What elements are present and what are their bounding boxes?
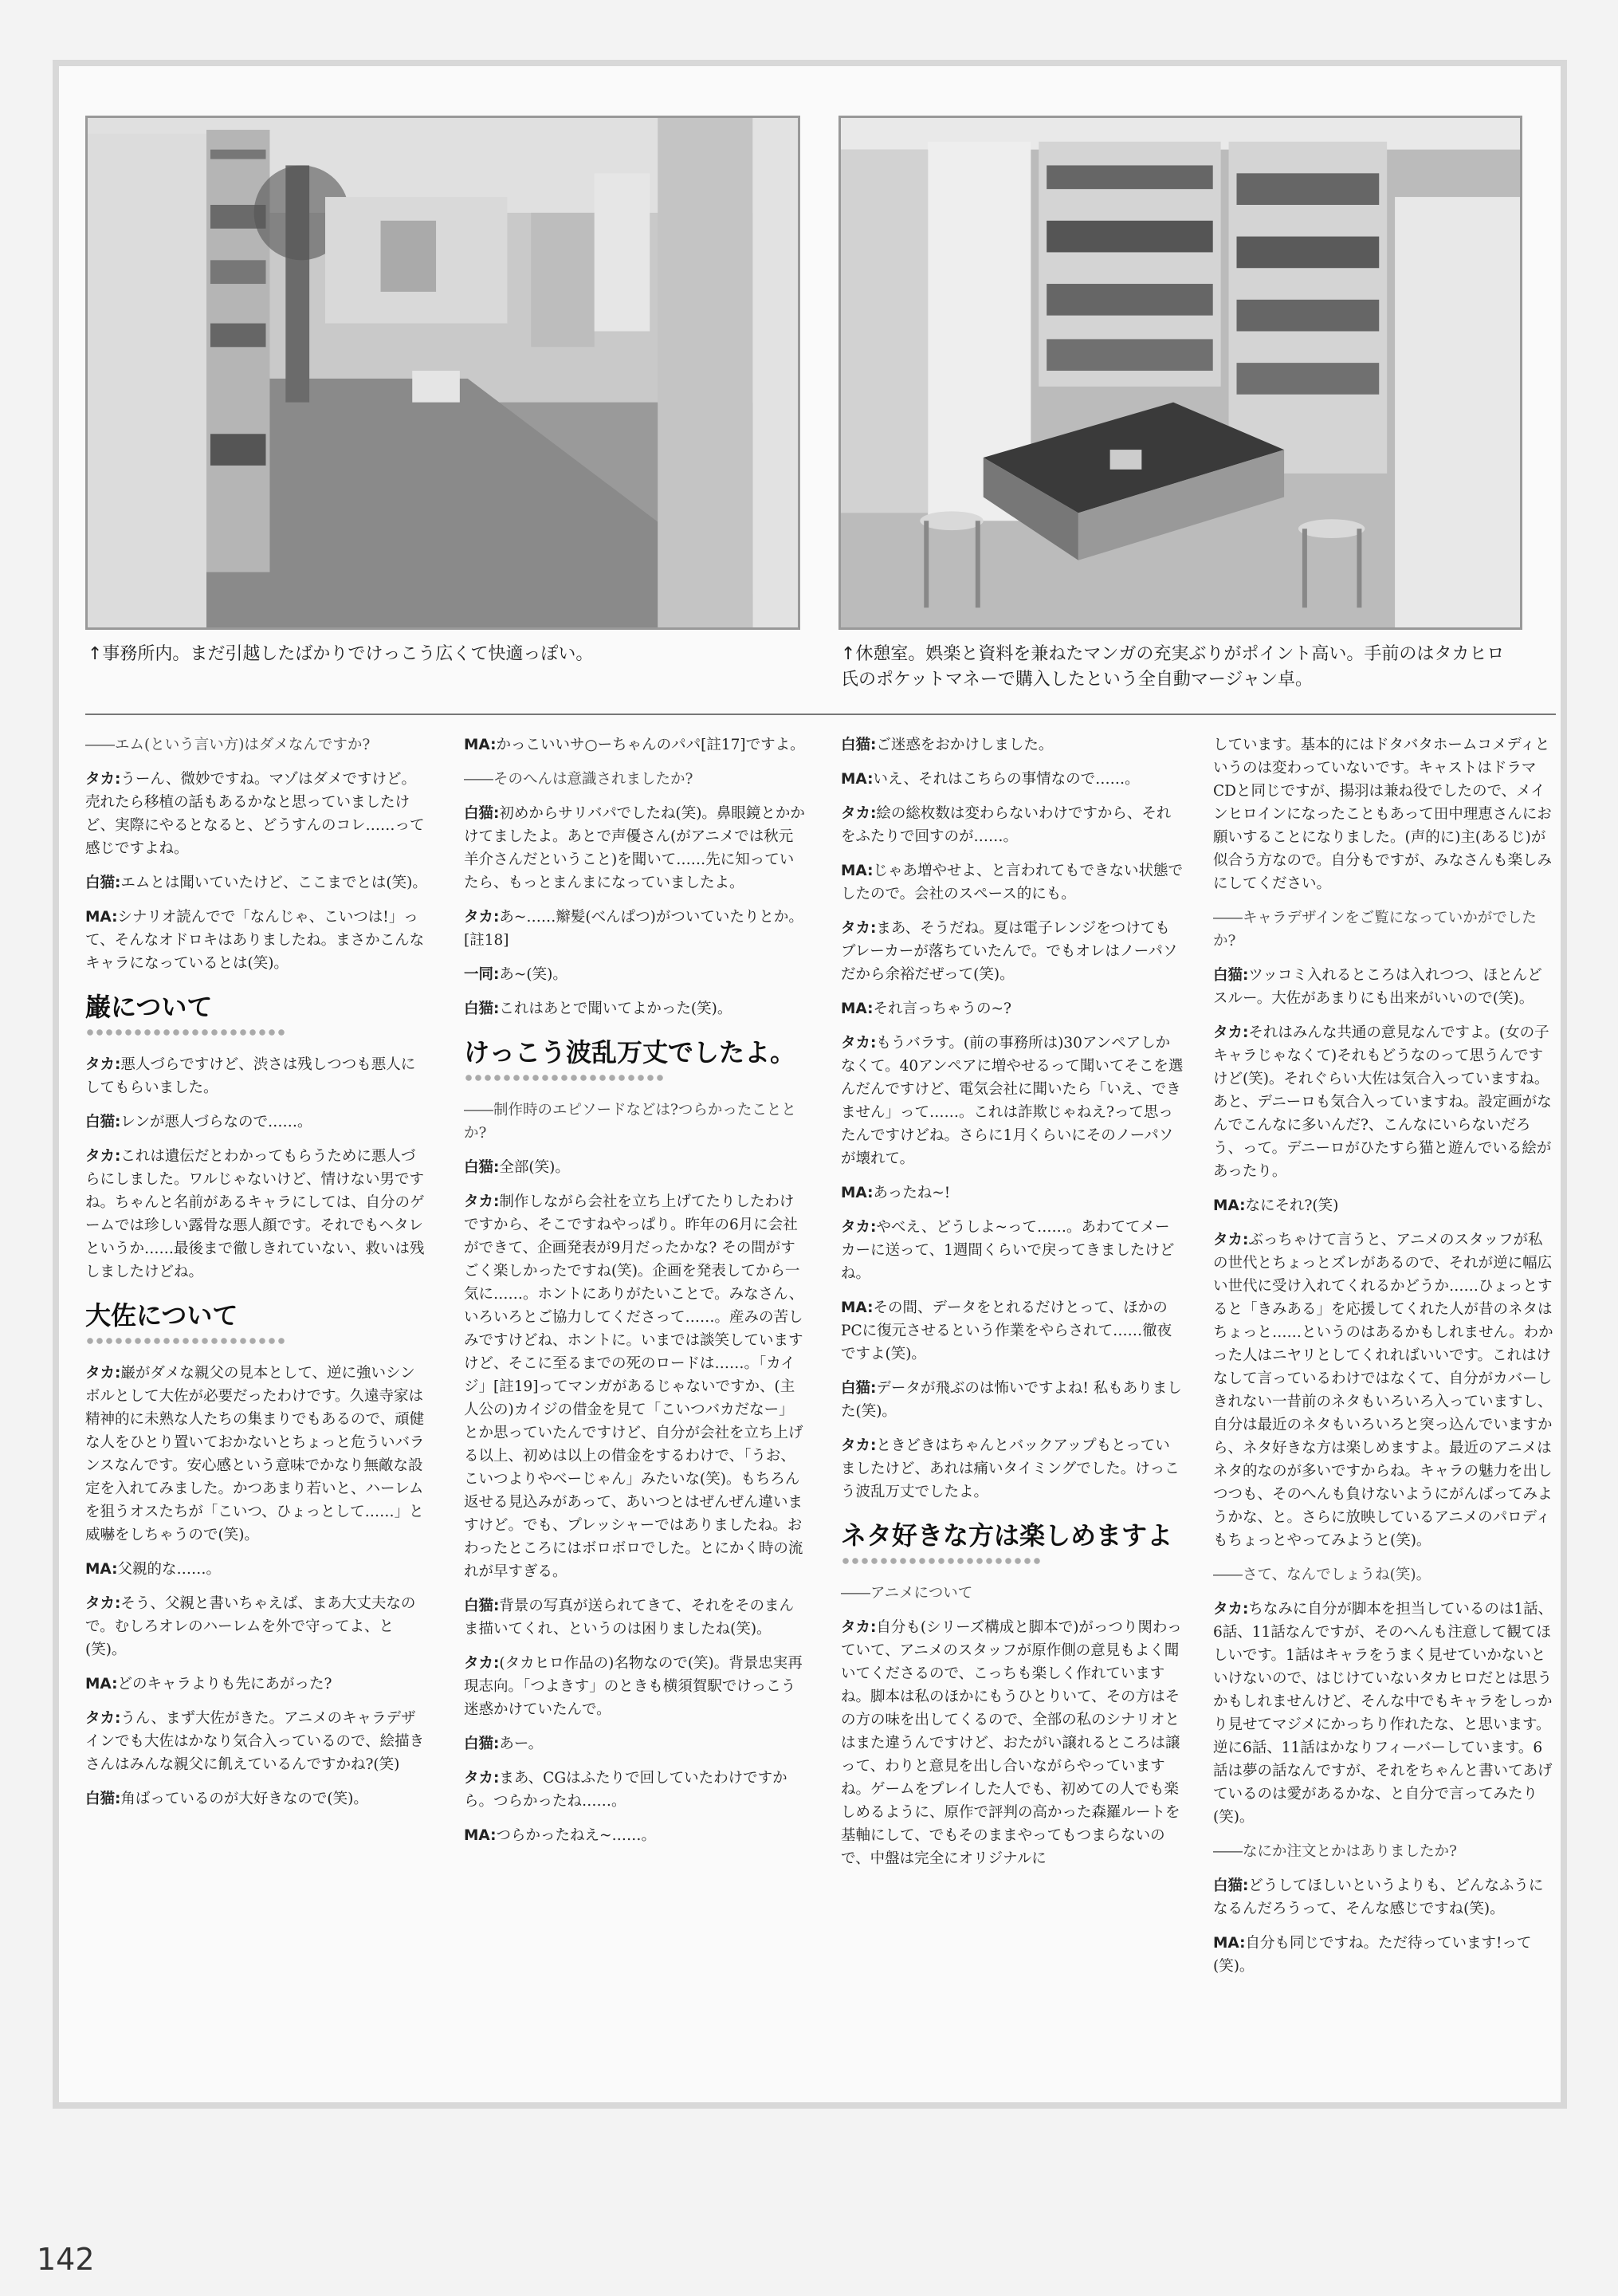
speaker: MA:: [841, 1001, 874, 1017]
speaker: MA:: [85, 1676, 118, 1693]
speaker: タカ:: [841, 920, 877, 937]
utterance: なにそれ?(笑): [1245, 1197, 1339, 1214]
speaker: タカ:: [1213, 1601, 1249, 1618]
speaker: タカ:: [1213, 1232, 1249, 1248]
speaker: MA:: [1213, 1197, 1246, 1214]
question: ――キャラデザインをご覧になっていかがでしたか?: [1213, 910, 1537, 949]
dialogue-line: [1213, 1874, 1556, 1921]
speaker: タカ:: [841, 1219, 877, 1236]
question: ――アニメについて: [841, 1585, 973, 1602]
speaker: タカ:: [85, 1365, 121, 1382]
dialogue-line: [841, 1216, 1184, 1285]
dialogue-line: [85, 1053, 428, 1099]
heading-dots: [841, 1556, 1040, 1566]
column-3: [841, 733, 1184, 1881]
speaker: 白猫:: [841, 1380, 877, 1397]
speaker: 白猫:: [464, 805, 500, 822]
dialogue-line: [464, 1190, 807, 1583]
speaker: タカ:: [841, 1437, 877, 1454]
dialogue-line: [464, 963, 807, 986]
speaker: 白猫:: [85, 1791, 121, 1807]
utterance: ツッコミ入れるところは入れつつ、ほとんどスルー。大佐があまりにも出来がいいので(笑)。: [1213, 967, 1542, 1007]
speaker: タカ:: [841, 805, 877, 822]
page-number: 142: [37, 2242, 95, 2277]
speaker: タカ:: [464, 1770, 500, 1787]
utterance: それはみんな共通の意見なんですよ。(女の子キャラじゃなくて)それもどうなのって思うんですけど(笑)。それぐらい大佐は気合入っていますね。あと、デニーロも気合入っていますね。設定画がなんでこんなに多いんだ?、こんなにいらないだろう、って。デニーロがひたすら猫と遊んでいる絵があったり。: [1213, 1024, 1552, 1180]
dialogue-line: [841, 917, 1184, 986]
utterance: 全部(笑)。: [499, 1159, 570, 1176]
speaker: MA:: [85, 909, 118, 926]
dialogue-line: [464, 802, 807, 894]
dialogue-line: [841, 1296, 1184, 1366]
speaker: タカ:: [85, 771, 121, 788]
photo-caption-left: ↑事務所内。まだ引越したばかりでけっこう広くて快適っぽい。: [88, 644, 594, 664]
dialogue-line: [464, 1652, 807, 1721]
utterance: 制作しながら会社を立ち上げてたりしたわけですから、そこですねやっぱり。昨年の6月に会社ができて、企画発表が9月だったかな? その間がすごく楽しかったですね(笑)。企画を発表してから一気に……。ホントにありがたいことで。みなさん、いろいろとご協力してくださって……。産みの苦しみですけどね、ホントに。いまでは談笑していますけど、そこに至るまでの死のロードは……。「カイジ」[註19]ってマンガがあるじゃないですか、(主人公の)カイジの借金を見て「こいつバカだなー」とか思っていたんですけど、自分が会社を立ち上げる以上、初めは以上の借金をするわけで、「うお、こいつよりやべーじゃん」みたいな(笑)。もちろん返せる見込みがあって、あいつとはぜんぜん違いますけど。でも、プレッシャーではありましたね。おわったところにはボロボロでした。とにかく時の流れが早すぎる。: [464, 1193, 804, 1580]
speaker: MA:: [85, 1561, 118, 1578]
speaker: MA:: [841, 863, 874, 879]
dialogue-line: [1213, 1932, 1556, 1978]
speaker: MA:: [1213, 1935, 1246, 1952]
question: ――そのへんは意識されましたか?: [464, 771, 693, 788]
utterance: それ言っちゃうの~?: [873, 1001, 1011, 1017]
speaker: MA:: [464, 737, 497, 753]
dialogue-line: [841, 802, 1184, 848]
speaker: MA:: [841, 1185, 874, 1201]
speaker: タカ:: [464, 909, 500, 926]
heading-dots: [464, 1073, 663, 1083]
dialogue-line: [85, 1145, 428, 1284]
question: ――エム(という言い方)はダメなんですか?: [85, 737, 371, 753]
utterance: 絵の総枚数は変わらないわけですから、それをふたりで回すのが……。: [841, 805, 1172, 845]
utterance: その間、データをとれるだけとって、ほかのPCに復元させるという作業をやらされて……徹夜ですよ(笑)。: [841, 1299, 1172, 1362]
utterance: これは遺伝だとわかってもらうために悪人づらにしました。ワルじゃないけど、情けない男ですね。ちゃんと名前があるキャラにしては、自分のゲームでは珍しい露骨な悪人顔です。それでもヘタレというか……最後まで徹しきれていない、救いは残しましたけどね。: [85, 1148, 425, 1280]
dialogue-line: [85, 768, 428, 860]
dialogue-line: [85, 1111, 428, 1134]
utterance: 悪人づらですけど、渋さは残しつつも悪人にしてもらいました。: [85, 1056, 416, 1096]
utterance: まあ、CGはふたりで回していたわけですから。つらかったね……。: [464, 1770, 787, 1810]
dialogue-line: [1213, 1194, 1556, 1217]
dialogue-line: [85, 1592, 428, 1661]
speaker: タカ:: [1213, 1024, 1249, 1041]
utterance: データが飛ぶのは怖いですよね! 私もありました(笑)。: [841, 1380, 1182, 1420]
speaker: 白猫:: [464, 1598, 500, 1614]
utterance: あー。: [499, 1736, 544, 1752]
speaker: MA:: [841, 771, 874, 788]
section-heading: 巌について: [85, 992, 213, 1022]
heading-dots: [85, 1028, 285, 1037]
utterance: これはあとで聞いてよかった(笑)。: [499, 1001, 732, 1017]
utterance: つらかったねえ~……。: [496, 1827, 656, 1844]
utterance: ときどきはちゃんとバックアップもとっていましたけど、あれは痛いタイミングでした。けっこう波乱万丈でしたよ。: [841, 1437, 1180, 1500]
dialogue-line: [464, 1767, 807, 1813]
speaker: タカ:: [85, 1710, 121, 1727]
speaker: タカ:: [841, 1619, 877, 1636]
dialogue-line: [1213, 964, 1556, 1010]
utterance: 角ばっているのが大好きなので(笑)。: [120, 1791, 368, 1807]
utterance: うーん、微妙ですね。マゾはダメですけど。売れたら移植の話もあるかなと思っていましたけど、実際にやるとなると、どうすんのコレ……って感じですよね。: [85, 771, 425, 857]
utterance: じゃあ増やせよ、と言われてもできない状態でしたので。会社のスペース的にも。: [841, 863, 1183, 902]
office-photo: [85, 116, 800, 630]
column-4: [1213, 733, 1556, 1989]
dialogue-line: [1213, 1021, 1556, 1183]
utterance: うん、まず大佐がきた。アニメのキャラデザインでも大佐はかなり気合入っているので、絵描きさんはみんな親父に飢えているんですかね?(笑): [85, 1710, 425, 1773]
utterance: いえ、それはこちらの事情なので……。: [873, 771, 1140, 788]
utterance: シナリオ読んでで「なんじゃ、こいつは!」って、そんなオドロキはありましたね。まさかこんなキャラになっているとは(笑)。: [85, 909, 425, 972]
question: ――なにか注文とかはありましたか?: [1213, 1843, 1457, 1860]
dialogue-line: [841, 1616, 1184, 1870]
utterance: 自分も同じですね。ただ待っています!って(笑)。: [1213, 1935, 1532, 1975]
utterance: かっこいいサ○ーちゃんのパパ[註17]ですよ。: [496, 737, 805, 753]
breakroom-photo: [838, 116, 1522, 630]
speaker: 白猫:: [85, 1114, 121, 1130]
utterance: やべえ、どうしよ~って……。あわててメーカーに送って、1週間くらいで戻ってきましたけどね。: [841, 1219, 1175, 1282]
dialogue-line: [841, 768, 1184, 791]
utterance: あったね~!: [873, 1185, 951, 1201]
interview-body: [85, 733, 1556, 2105]
speaker: MA:: [464, 1827, 497, 1844]
utterance: まあ、そうだね。夏は電子レンジをつけてもブレーカーが落ちていたんで。でもオレはノーパソだから余裕だぜって(笑)。: [841, 920, 1178, 983]
speaker: タカ:: [85, 1148, 121, 1165]
speaker: 白猫:: [841, 737, 877, 753]
dialogue-line: [85, 1558, 428, 1581]
speaker: 白猫:: [1213, 967, 1249, 984]
column-2: [464, 733, 807, 1858]
dialogue-line: [85, 871, 428, 894]
dialogue-line: [85, 1787, 428, 1810]
utterance: どのキャラよりも先にあがった?: [117, 1676, 332, 1693]
dialogue-line: [464, 906, 807, 952]
dialogue-line: [1213, 1598, 1556, 1829]
dialogue-line: [841, 1434, 1184, 1504]
speaker: 白猫:: [1213, 1877, 1249, 1894]
divider: [85, 714, 1556, 715]
utterance: もうバラす。(前の事務所は)30アンペアしかなくて。40アンペアに増やせるって聞いてそこを選んだんですけど、電気会社に聞いたら「いえ、できません」って……。これは詐欺じゃねえ?って思ったんですけどね。さらに1月くらいにそのノーパソが壊れて。: [841, 1035, 1184, 1167]
dialogue-line: [85, 906, 428, 975]
dialogue-line: [464, 1732, 807, 1755]
utterance: ぶっちゃけて言うと、アニメのスタッフが私の世代とちょっとズレがあるので、それが逆に幅広い世代に受け入れてくれるかどうか……ひょっとすると「きみある」を応援してくれた人が昔のネタはちょっと……というのはあるかもしれません。わかった人はニヤリとしてくれればいいです。これはけなして言っているわけではなくて、自分がカバーしきれない一昔前のネタもいろいろ入っていますし、自分は最近のネタもいろいろと突っ込んでいますから、ネタ好きな方は楽しめますよ。最近のアニメはネタ的なのが多いですからね。キャラの魅力を出しつつも、そのへんも負けないようにがんばってみようかな、と。さらに放映しているアニメのパロディもちょっとやってみようと(笑)。: [1213, 1232, 1553, 1549]
speaker: 白猫:: [464, 1736, 500, 1752]
section-heading: 大佐について: [85, 1300, 238, 1331]
section-heading: けっこう波乱万丈でしたよ。: [464, 1037, 796, 1067]
utterance: ちなみに自分が脚本を担当しているのは1話、6話、11話なんですが、そのへんも注意して観てほしいです。1話はキャラをうまく見せていかないといけないので、はじけていないタカヒロだとは思うかもしれませんけど、そんな中でもキャラをしっかり見せてマジメにかっちり作れたな、と思います。逆に6話、11話はかなりフィーバーしています。6話は夢の話なんですが、それをちゃんと書いてあげているのは愛があるかな、と自分で言ってみたり(笑)。: [1213, 1601, 1553, 1826]
dialogue-line: [841, 997, 1184, 1020]
utterance: あ~……辮髪(べんぱつ)がついていたりとか。[註18]: [464, 909, 803, 949]
dialogue-line: [464, 1594, 807, 1641]
speaker: 白猫:: [464, 1001, 500, 1017]
dialogue-line: [464, 733, 807, 757]
dialogue-line: [85, 1707, 428, 1776]
photo-caption-right: ↑休憩室。娯楽と資料を兼ねたマンガの充実ぶりがポイント高い。手前のはタカヒロ氏のポケットマネーで購入したという全自動マージャン卓。: [841, 644, 1505, 690]
speaker: 白猫:: [464, 1159, 500, 1176]
heading-dots: [85, 1336, 285, 1346]
dialogue-line: [841, 1377, 1184, 1423]
utterance: あ~(笑)。: [499, 966, 567, 983]
speaker: タカ:: [841, 1035, 877, 1052]
dialogue-line: [841, 859, 1184, 906]
utterance: エムとは聞いていたけど、ここまでとは(笑)。: [120, 875, 427, 891]
section-heading: ネタ好きな方は楽しめますよ: [841, 1520, 1173, 1551]
utterance: 自分も(シリーズ構成と脚本で)がっつり関わっていて、アニメのスタッフが原作側の意見もよく聞いてくださるので、こっちも楽しく作れていますね。脚本は私のほかにもうひとりいて、その方はその方の味を出してくるので、全部の私のシナリオとはまた違うんですけど、おたがい譲れるところは譲って、わりと意見を出し合いながらやっていますね。ゲームをプレイした人でも、初めての人でも楽しめるように、原作で評判の高かった森羅ルートを基軸にして、でもそのままやってもつまらないので、中盤は完全にオリジナルに: [841, 1619, 1182, 1867]
continued-text: しています。基本的にはドタバタホームコメディというのは変わっていないです。キャストはドラマCDと同じですが、揚羽は兼ね役でしたので、メインヒロインになったこともあって田中理恵さんにお願いすることになりました。(声的に)主(あるじ)が似合う方なので。自分もですが、みなさんも楽しみにしてください。: [1213, 737, 1553, 892]
speaker: 一同:: [464, 966, 500, 983]
utterance: レンが悪人づらなので……。: [120, 1114, 312, 1130]
question: ――制作時のエピソードなどは?つらかったこととか?: [464, 1102, 796, 1142]
speaker: タカ:: [85, 1595, 121, 1612]
column-1: [85, 733, 428, 1822]
speaker: タカ:: [464, 1655, 500, 1672]
dialogue-line: [464, 1156, 807, 1179]
utterance: どうしてほしいというよりも、どんなふうになるんだろうって、そんな感じですね(笑)。: [1213, 1877, 1544, 1917]
utterance: 父親的な……。: [117, 1561, 221, 1578]
dialogue-line: [85, 1362, 428, 1547]
dialogue-line: [85, 1673, 428, 1696]
dialogue-line: [464, 1824, 807, 1847]
utterance: 巌がダメな親父の見本として、逆に強いシンボルとして大佐が必要だったわけです。久遠寺家は精神的に未熟な人たちの集まりでもあるので、頑健な人をひとり置いておかないとちょっと危ういバランスなんです。安心感という意味でかなり無敵な設定を入れてみました。かつあまり若いと、ハーレムを狙うオスたちが「こいつ、ひょっとして……」と威嚇をしちゃうので(笑)。: [85, 1365, 425, 1543]
dialogue-line: [464, 997, 807, 1020]
speaker: タカ:: [464, 1193, 500, 1210]
dialogue-line: [1213, 1229, 1556, 1552]
utterance: そう、父親と書いちゃえば、まあ大丈夫なので。むしろオレのハーレムを外で守ってよ、と(笑)。: [85, 1595, 416, 1658]
utterance: ご迷惑をおかけしました。: [876, 737, 1054, 753]
utterance: 背景の写真が送られてきて、それをそのまんま描いてくれ、というのは困りましたね(笑)。: [464, 1598, 795, 1637]
speaker: MA:: [841, 1299, 874, 1316]
speaker: タカ:: [85, 1056, 121, 1073]
utterance: (タカヒロ作品の)名物なので(笑)。背景忠実再現志向。「つよきす」のときも横須賀駅でけっこう迷惑かけていたんで。: [464, 1655, 803, 1718]
dialogue-line: [841, 1032, 1184, 1170]
question: ――さて、なんでしょうね(笑)。: [1213, 1567, 1431, 1583]
dialogue-line: [841, 733, 1184, 757]
speaker: 白猫:: [85, 875, 121, 891]
utterance: 初めからサリバパでしたね(笑)。鼻眼鏡とかかけてましたよ。あとで声優さん(がアニメでは秋元羊介さんだということ)を聞いて……先に知っていたら、もっとまんまになっていましたよ。: [464, 805, 805, 891]
dialogue-line: [841, 1181, 1184, 1205]
